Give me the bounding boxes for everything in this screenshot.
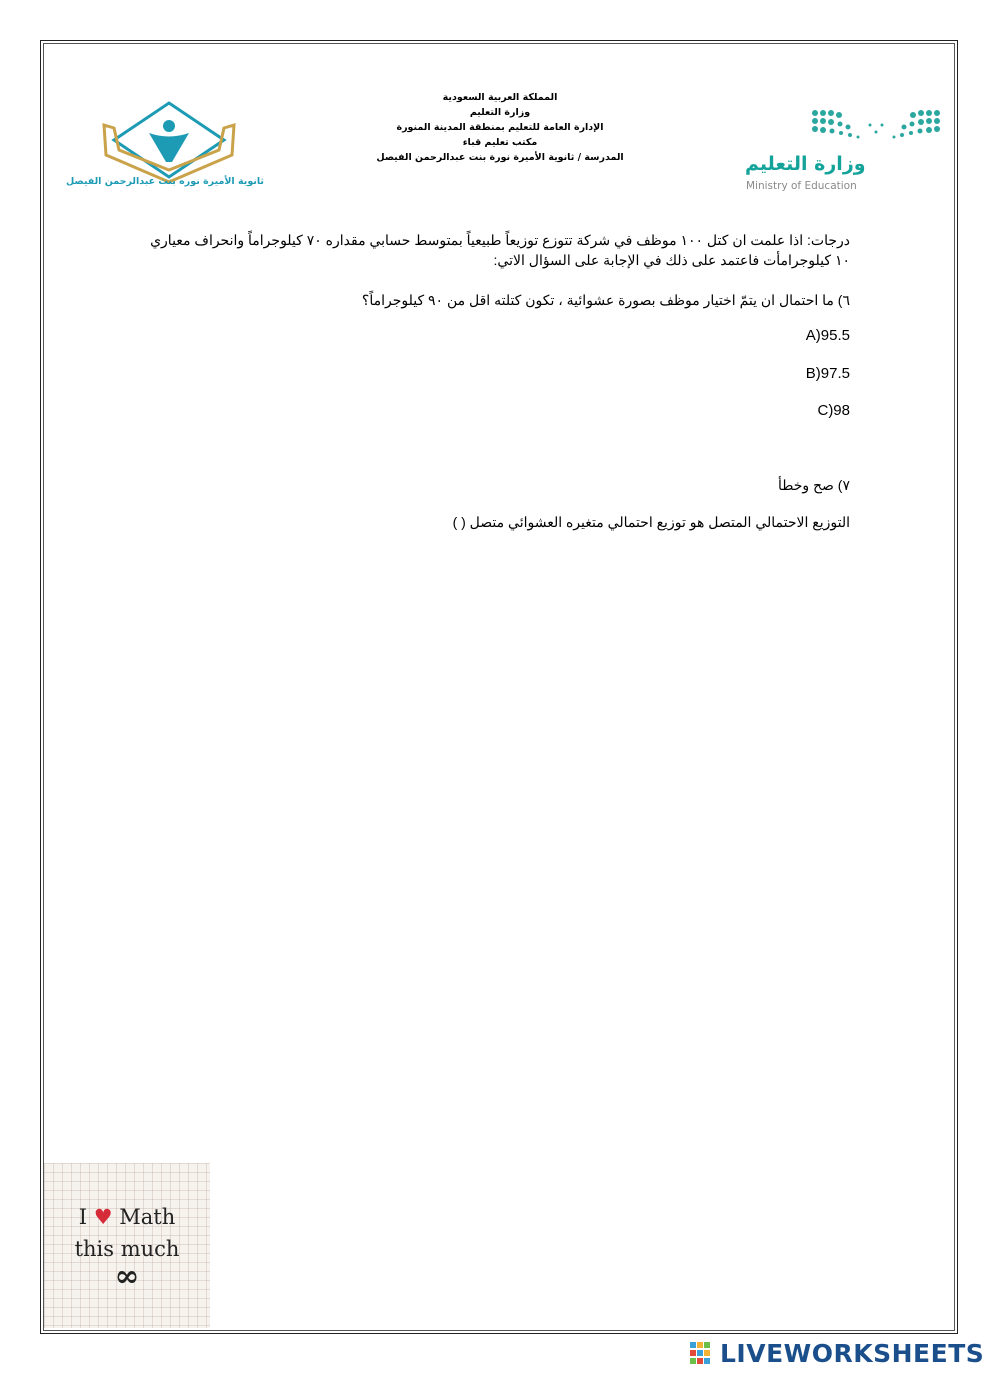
- liveworksheets-logo-icon: [690, 1342, 716, 1364]
- header-line-school: المدرسة / ثانوية الأميرة نورة بنت عبدالرحمن الفيصل: [376, 152, 624, 163]
- header-line-ministry: وزارة التعليم: [469, 107, 531, 118]
- liveworksheets-brand[interactable]: [690, 1336, 984, 1370]
- heart-icon: ♥: [93, 1205, 113, 1229]
- problem-intro: درجات: اذا علمت ان كتل ١٠٠ موظف في شركة تتوزع توزيعاً طبيعياً بمتوسط حسابي مقداره ٧٠ كيلوجراماً وانحراف معياري ١٠ كيلوجرامأت فاعتمد على ذلك في الإجابة على السؤال الاتي:: [150, 232, 850, 268]
- header-line-office: مكتب تعليم قباء: [462, 137, 538, 148]
- math-card-math: Math: [119, 1205, 176, 1229]
- question-6: ٦) ما احتمال ان يتمّ اختيار موظف بصورة عشوائية ، تكون كتلته اقل من ٩٠ كيلوجراماً؟: [361, 292, 850, 308]
- header-line-directorate: الإدارة العامة للتعليم بمنطقة المدينة المنورة: [396, 122, 604, 133]
- math-love-card: [44, 1163, 210, 1328]
- infinity-symbol: ∞: [114, 1259, 140, 1294]
- header-line-country: المملكة العربية السعودية: [442, 92, 558, 103]
- answer-option-b[interactable]: B)97.5: [805, 365, 850, 382]
- ministry-name-english: Ministry of Education: [746, 180, 857, 192]
- liveworksheets-brand-text: LIVEWORKSHEETS: [720, 1338, 985, 1368]
- answer-option-c[interactable]: C)98: [817, 402, 850, 419]
- school-logo-caption: ثانوية الأميرة نوره بنت عبدالرحمن الفيصل: [66, 176, 264, 187]
- math-card-line2: this much: [74, 1237, 180, 1261]
- header-address-block: [330, 90, 670, 165]
- question-7-statement[interactable]: التوزيع الاحتمالي المتصل هو توزيع احتمالي متغيره العشوائي متصل ( ): [452, 514, 850, 530]
- question-7-title: ٧) صح وخطأ: [777, 477, 850, 493]
- answer-option-a[interactable]: A)95.5: [805, 327, 850, 344]
- ministry-name-arabic: وزارة التعليم: [745, 153, 866, 175]
- math-card-line1: [44, 1205, 210, 1229]
- math-card-i: I: [78, 1205, 88, 1229]
